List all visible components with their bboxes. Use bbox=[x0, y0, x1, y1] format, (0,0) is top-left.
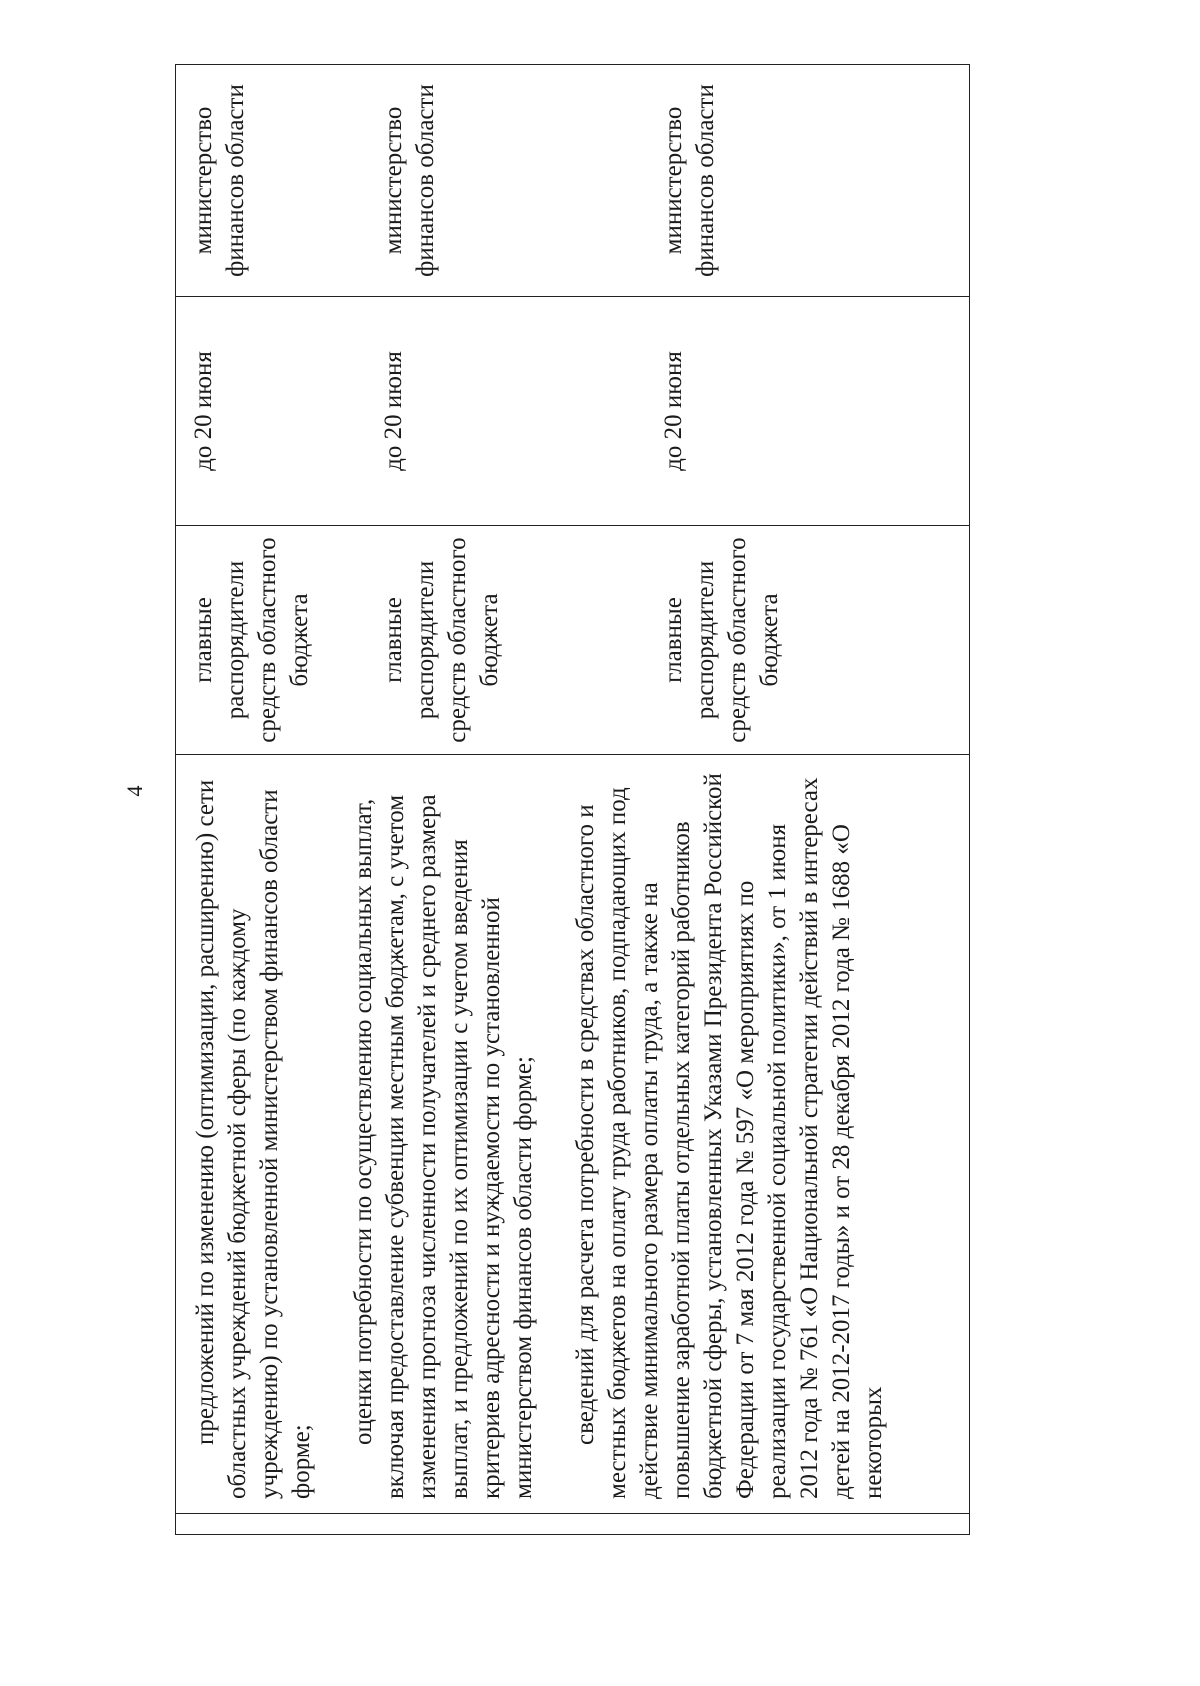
measure-text-2: оценки потребности по осуществлению социальных выплат, включая предоставление субвенции местным бюджетам, с учетом изменения прогноза численности получателей и среднего размера выплат, и предложений по их оптимизации с учетом введения критериев адресности и нуждаемости по установленной министерством финансов области форме; bbox=[350, 794, 537, 1499]
number-column-cell bbox=[176, 1514, 970, 1535]
executor-3: главные распорядители средств областного бюджета bbox=[660, 537, 783, 743]
measure-text-3: сведений для расчета потребности в средствах областного и местных бюджетов на оплату труда работников, подпадающих под действие минимального размера оплаты труда, а также на повышение заработной платы отдельных категорий работников бюджетной сферы, установленных Указами Президента Российской Федерации от 7 мая 2012 года № 597 «О мероприятиях по реализации государственной социальной политики», от 1 июня 2012 года № 761 «О Национальной стратегии действий в интересах детей на 2012-2017 годы» и от 28 декабря 2012 года № 1688 «О некоторых bbox=[572, 773, 887, 1499]
responsible-3: министерство финансов области bbox=[660, 84, 719, 277]
measure-text-1: предложений по изменению (оптимизации, расширению) сети областных учреждений бюджетной сферы (по каждому учреждению) по установленной министерством финансов области форме; bbox=[192, 779, 315, 1499]
term-2: до 20 июня bbox=[380, 351, 407, 471]
term-cell bbox=[176, 297, 970, 526]
responsible-cell bbox=[176, 65, 970, 297]
table-row bbox=[176, 65, 970, 1535]
executor-cell bbox=[176, 526, 970, 755]
term-3: до 20 июня bbox=[660, 351, 687, 471]
responsible-2: министерство финансов области bbox=[380, 84, 439, 277]
responsible-1: министерство финансов области bbox=[190, 84, 249, 277]
executor-2: главные распорядители средств областного бюджета bbox=[380, 537, 503, 743]
executor-1: главные распорядители средств областного бюджета bbox=[190, 537, 313, 743]
rotated-table-container bbox=[175, 70, 970, 1535]
measure-text-cell bbox=[176, 755, 970, 1514]
page-number: 4 bbox=[122, 785, 147, 797]
term-1: до 20 июня bbox=[190, 351, 217, 471]
measures-table bbox=[175, 64, 970, 1535]
